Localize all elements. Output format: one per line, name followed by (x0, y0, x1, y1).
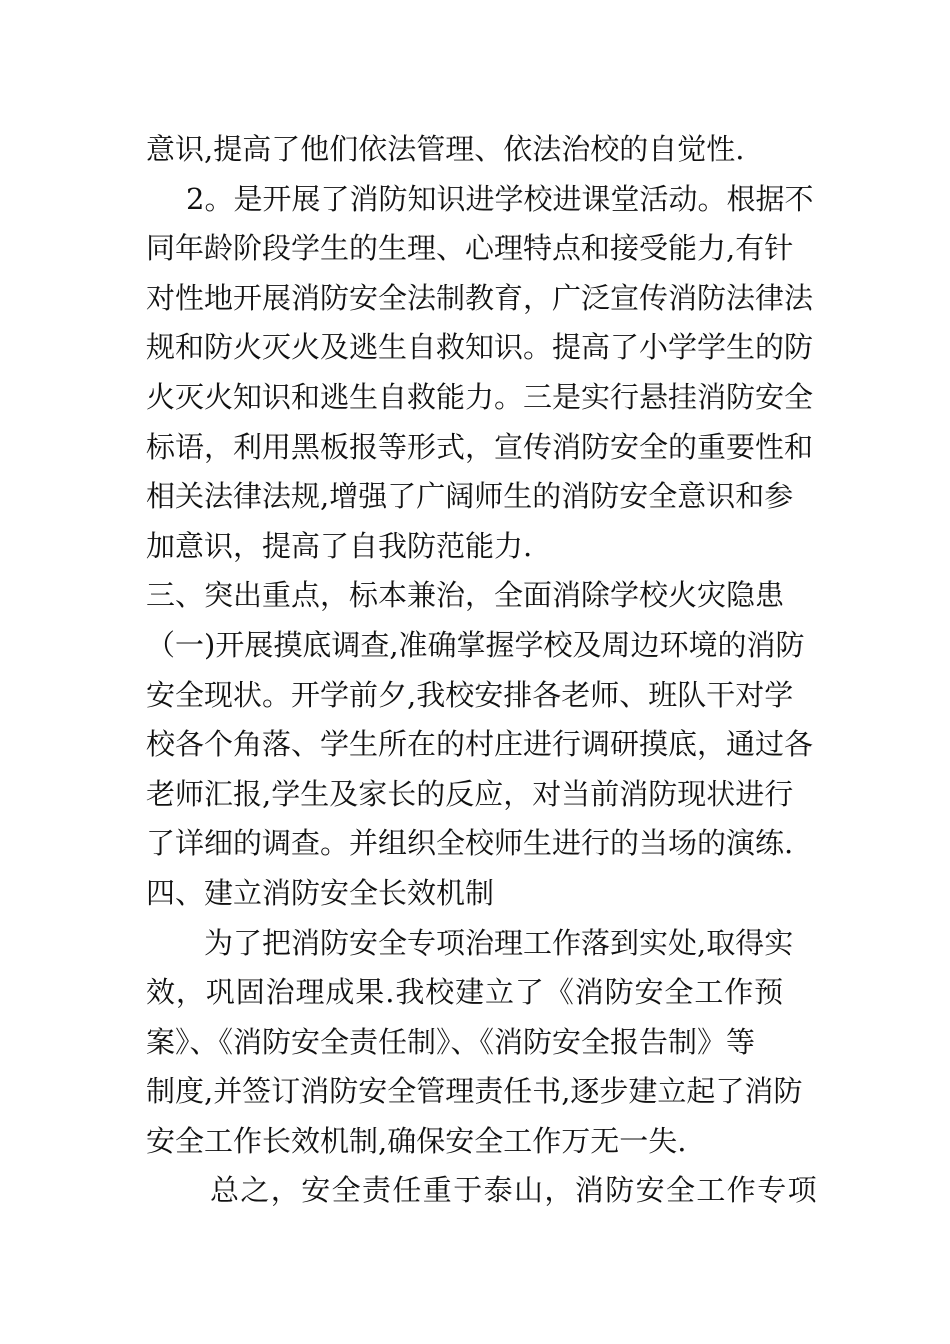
text-line: 安全现状。开学前夕,我校安排各老师、班队干对学 (146, 677, 794, 712)
section-heading: 三、突出重点，标本兼治，全面消除学校火灾隐患 (146, 578, 785, 613)
text-line: 2。是开展了消防知识进学校进课堂活动。根据不 (186, 181, 814, 216)
text-line: 老师汇报,学生及家长的反应，对当前消防现状进行 (146, 776, 794, 811)
text-line: 了详细的调查。并组织全校师生进行的当场的演练. (146, 826, 794, 861)
text-line: 总之，安全责任重于泰山，消防安全工作专项 (210, 1173, 819, 1208)
text-line: 同年龄阶段学生的生理、心理特点和接受能力,有针 (146, 231, 794, 266)
text-line: 为了把消防安全专项治理工作落到实处,取得实 (204, 925, 794, 960)
text-line: 标语，利用黑板报等形式，宣传消防安全的重要性和 (146, 429, 814, 464)
text-line: 加意识，提高了自我防范能力. (146, 528, 533, 563)
section-heading: 四、建立消防安全长效机制 (146, 875, 495, 910)
text-line: 意识,提高了他们依法管理、依法治校的自觉性. (146, 132, 745, 166)
text-line: 效，巩固治理成果.我校建立了《消防安全工作预 (146, 975, 785, 1010)
body-text (146, 125, 819, 1216)
text-line: 安全工作长效机制,确保安全工作万无一失. (146, 1123, 687, 1158)
text-line: 案》、《消防安全责任制》、《消防安全报告制》等 (146, 1024, 756, 1059)
text-line: 校各个角落、学生所在的村庄进行调研摸底，通过各 (146, 727, 814, 762)
text-line: 制度,并签订消防安全管理责任书,逐步建立起了消防 (146, 1074, 803, 1109)
text-line: 相关法律法规,增强了广阔师生的消防安全意识和参 (146, 479, 794, 514)
text-line: 火灭火知识和逃生自救能力。三是实行悬挂消防安全 (146, 379, 814, 414)
subsection-heading: （一)开展摸底调查,准确掌握学校及周边环境的消防 (146, 627, 805, 662)
text-line: 规和防火灭火及逃生自救知识。提高了小学学生的防 (146, 330, 814, 365)
text-line: 对性地开展消防安全法制教育，广泛宣传消防法律法 (146, 280, 814, 315)
